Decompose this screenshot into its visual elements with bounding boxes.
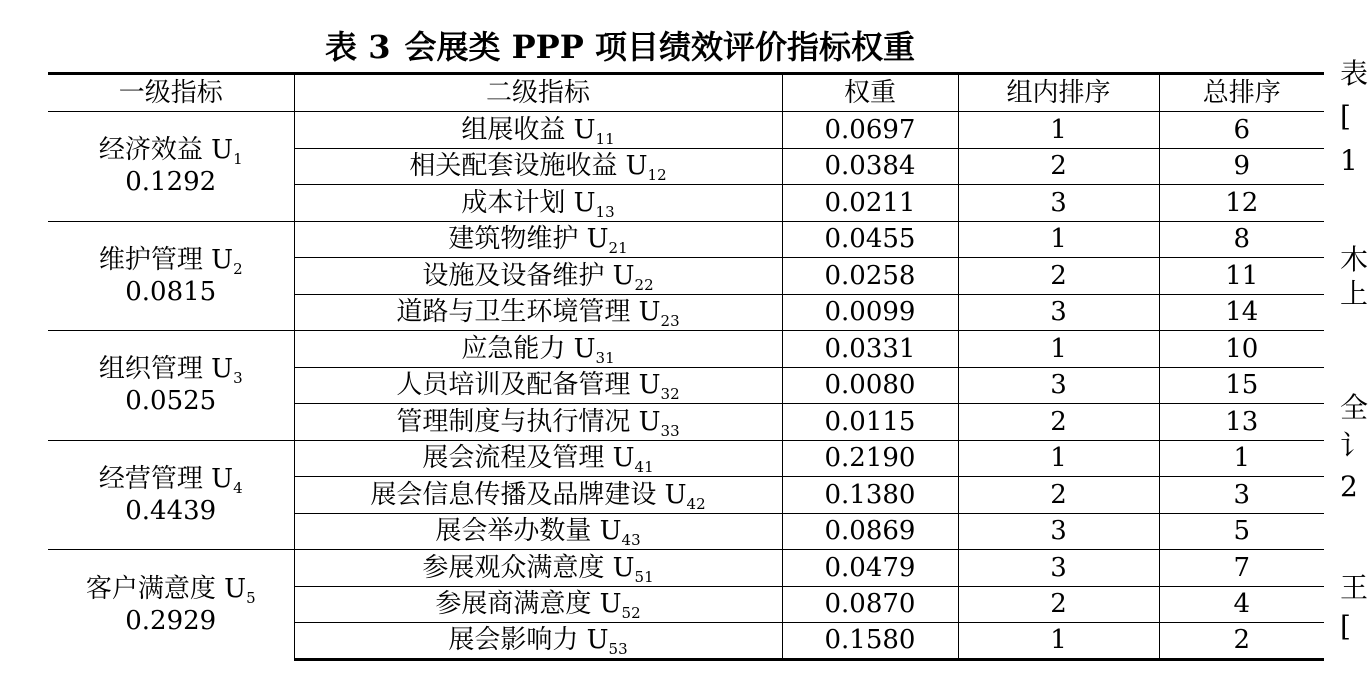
- level2-indicator-subscript: 52: [621, 604, 641, 623]
- total-rank-cell: 15: [1159, 367, 1324, 404]
- total-rank-cell: 5: [1159, 513, 1324, 550]
- level1-indicator-name: [48, 463, 294, 495]
- level2-indicator-label: 参展观众满意度 U: [422, 552, 635, 583]
- group-rank-cell: 2: [958, 258, 1159, 295]
- level1-indicator-weight: 0.4439: [125, 495, 217, 526]
- weight-cell: 0.0115: [782, 404, 958, 441]
- table-caption: [0, 22, 1240, 68]
- header-weight: 权重: [782, 74, 958, 112]
- level2-indicator-label: 展会影响力 U: [448, 625, 609, 656]
- level2-indicator-subscript: 53: [608, 640, 628, 659]
- edge-char: [: [1340, 100, 1351, 133]
- level1-indicator-cell: [48, 112, 294, 222]
- total-rank-cell: 8: [1159, 221, 1324, 258]
- level1-indicator-label: 组织管理 U: [98, 354, 234, 385]
- weight-cell: 0.0870: [782, 586, 958, 623]
- level2-indicator-cell: [294, 513, 782, 550]
- group-rank-cell: 3: [958, 367, 1159, 404]
- indicator-weight-table: [48, 72, 1324, 661]
- header-level1: 一级指标: [48, 74, 294, 112]
- weight-cell: 0.2190: [782, 440, 958, 477]
- level2-indicator-subscript: 11: [595, 129, 615, 148]
- level2-indicator-cell: [294, 550, 782, 587]
- level2-indicator-subscript: 31: [595, 348, 615, 367]
- edge-char: 1: [1340, 144, 1358, 177]
- level2-indicator-subscript: 51: [634, 567, 654, 586]
- level1-indicator-subscript: 5: [246, 588, 256, 607]
- level2-indicator-subscript: 21: [608, 239, 628, 258]
- level2-indicator-subscript: 23: [660, 312, 680, 331]
- group-rank-cell: 3: [958, 185, 1159, 222]
- total-rank-cell: 12: [1159, 185, 1324, 222]
- total-rank-cell: 10: [1159, 331, 1324, 368]
- level2-indicator-cell: [294, 258, 782, 295]
- weight-cell: 0.0697: [782, 112, 958, 149]
- level2-indicator-subscript: 32: [660, 385, 680, 404]
- table-row: [48, 112, 1324, 149]
- total-rank-cell: 6: [1159, 112, 1324, 149]
- weight-cell: 0.0455: [782, 221, 958, 258]
- edge-char: 全: [1340, 391, 1369, 424]
- group-rank-cell: 3: [958, 294, 1159, 331]
- weight-cell: 0.0211: [782, 185, 958, 222]
- group-rank-cell: 2: [958, 404, 1159, 441]
- group-rank-cell: 2: [958, 477, 1159, 514]
- level2-indicator-subscript: 12: [647, 166, 667, 185]
- level1-indicator-name: [48, 573, 294, 605]
- level2-indicator-label: 成本计划 U: [461, 187, 596, 218]
- level1-indicator-cell: [48, 221, 294, 331]
- level2-indicator-label: 建筑物维护 U: [448, 224, 609, 255]
- level2-indicator-cell: [294, 185, 782, 222]
- total-rank-cell: 1: [1159, 440, 1324, 477]
- table-row: [48, 440, 1324, 477]
- level1-indicator-subscript: 2: [233, 259, 243, 278]
- weight-cell: 0.0479: [782, 550, 958, 587]
- level2-indicator-subscript: 22: [634, 275, 654, 294]
- weight-cell: 0.0384: [782, 148, 958, 185]
- total-rank-cell: 11: [1159, 258, 1324, 295]
- adjacent-column-fragment: [1340, 0, 1370, 685]
- total-rank-cell: 13: [1159, 404, 1324, 441]
- header-total-rank: 总排序: [1159, 74, 1324, 112]
- total-rank-cell: 3: [1159, 477, 1324, 514]
- level2-indicator-label: 展会信息传播及品牌建设 U: [370, 479, 687, 510]
- level2-indicator-label: 道路与卫生环境管理 U: [396, 297, 661, 328]
- level1-indicator-cell: [48, 440, 294, 550]
- level2-indicator-label: 展会流程及管理 U: [422, 443, 635, 474]
- level1-indicator-subscript: 3: [233, 369, 243, 388]
- edge-char: 讠: [1340, 429, 1369, 462]
- group-rank-cell: 1: [958, 440, 1159, 477]
- weight-cell: 0.1380: [782, 477, 958, 514]
- level1-indicator-weight: 0.1292: [125, 167, 217, 198]
- level2-indicator-label: 组展收益 U: [461, 114, 596, 145]
- weight-cell: 0.0331: [782, 331, 958, 368]
- level1-indicator-name: [48, 353, 294, 388]
- table-title: 会展类 PPP 项目绩效评价指标权重: [404, 28, 915, 66]
- weight-cell: 0.0080: [782, 367, 958, 404]
- level2-indicator-cell: [294, 221, 782, 258]
- level1-indicator-name: [48, 244, 294, 276]
- group-rank-cell: 1: [958, 623, 1159, 660]
- level1-indicator-label: 维护管理 U: [98, 244, 234, 275]
- group-rank-cell: 2: [958, 148, 1159, 185]
- total-rank-cell: 7: [1159, 550, 1324, 587]
- level2-indicator-cell: [294, 148, 782, 185]
- level2-indicator-cell: [294, 586, 782, 623]
- level1-indicator-weight: 0.2929: [125, 605, 217, 636]
- level2-indicator-cell: [294, 331, 782, 368]
- level2-indicator-subscript: 33: [660, 421, 680, 440]
- level2-indicator-label: 应急能力 U: [461, 333, 596, 364]
- group-rank-cell: 1: [958, 331, 1159, 368]
- total-rank-cell: 9: [1159, 148, 1324, 185]
- weight-cell: 0.0869: [782, 513, 958, 550]
- level1-indicator-cell: [48, 331, 294, 441]
- level1-indicator-subscript: 4: [233, 478, 243, 497]
- level2-indicator-cell: [294, 477, 782, 514]
- level2-indicator-cell: [294, 294, 782, 331]
- edge-char: 上: [1340, 277, 1369, 310]
- level1-indicator-weight: 0.0815: [125, 276, 217, 307]
- group-rank-cell: 1: [958, 221, 1159, 258]
- table-number: 表 3: [325, 28, 391, 66]
- level2-indicator-subscript: 42: [686, 494, 706, 513]
- total-rank-cell: 2: [1159, 623, 1324, 660]
- edge-char: 木: [1340, 243, 1369, 276]
- group-rank-cell: 2: [958, 586, 1159, 623]
- level2-indicator-cell: [294, 367, 782, 404]
- edge-char: 2: [1340, 470, 1358, 503]
- level2-indicator-subscript: 41: [634, 458, 654, 477]
- edge-char: [: [1340, 610, 1351, 643]
- table-row: [48, 550, 1324, 587]
- level2-indicator-cell: [294, 440, 782, 477]
- level2-indicator-label: 人员培训及配备管理 U: [396, 370, 661, 401]
- level1-indicator-subscript: 1: [233, 150, 243, 169]
- level1-indicator-label: 经营管理 U: [98, 463, 234, 494]
- level2-indicator-subscript: 43: [621, 531, 641, 550]
- total-rank-cell: 4: [1159, 586, 1324, 623]
- edge-char: 王: [1340, 571, 1369, 604]
- weight-cell: 0.0258: [782, 258, 958, 295]
- group-rank-cell: 3: [958, 550, 1159, 587]
- weight-cell: 0.0099: [782, 294, 958, 331]
- level2-indicator-label: 管理制度与执行情况 U: [396, 406, 661, 437]
- group-rank-cell: 3: [958, 513, 1159, 550]
- level2-indicator-cell: [294, 112, 782, 149]
- table-row: [48, 331, 1324, 368]
- level2-indicator-cell: [294, 623, 782, 660]
- level1-indicator-weight: 0.0525: [125, 386, 217, 417]
- header-group-rank: 组内排序: [958, 74, 1159, 112]
- level2-indicator-label: 参展商满意度 U: [435, 589, 622, 620]
- header-level2: 二级指标: [294, 74, 782, 112]
- level1-indicator-label: 经济效益 U: [98, 135, 234, 166]
- table-header-row: [48, 74, 1324, 112]
- level1-indicator-cell: [48, 550, 294, 660]
- level2-indicator-label: 设施及设备维护 U: [422, 260, 635, 291]
- level2-indicator-subscript: 13: [595, 202, 615, 221]
- group-rank-cell: 1: [958, 112, 1159, 149]
- level2-indicator-label: 展会举办数量 U: [435, 516, 622, 547]
- level1-indicator-label: 客户满意度 U: [85, 573, 247, 604]
- level2-indicator-label: 相关配套设施收益 U: [409, 151, 648, 182]
- level2-indicator-cell: [294, 404, 782, 441]
- level1-indicator-name: [48, 134, 294, 169]
- weight-cell: 0.1580: [782, 623, 958, 660]
- total-rank-cell: 14: [1159, 294, 1324, 331]
- edge-char: 表: [1340, 57, 1369, 90]
- table-row: [48, 221, 1324, 258]
